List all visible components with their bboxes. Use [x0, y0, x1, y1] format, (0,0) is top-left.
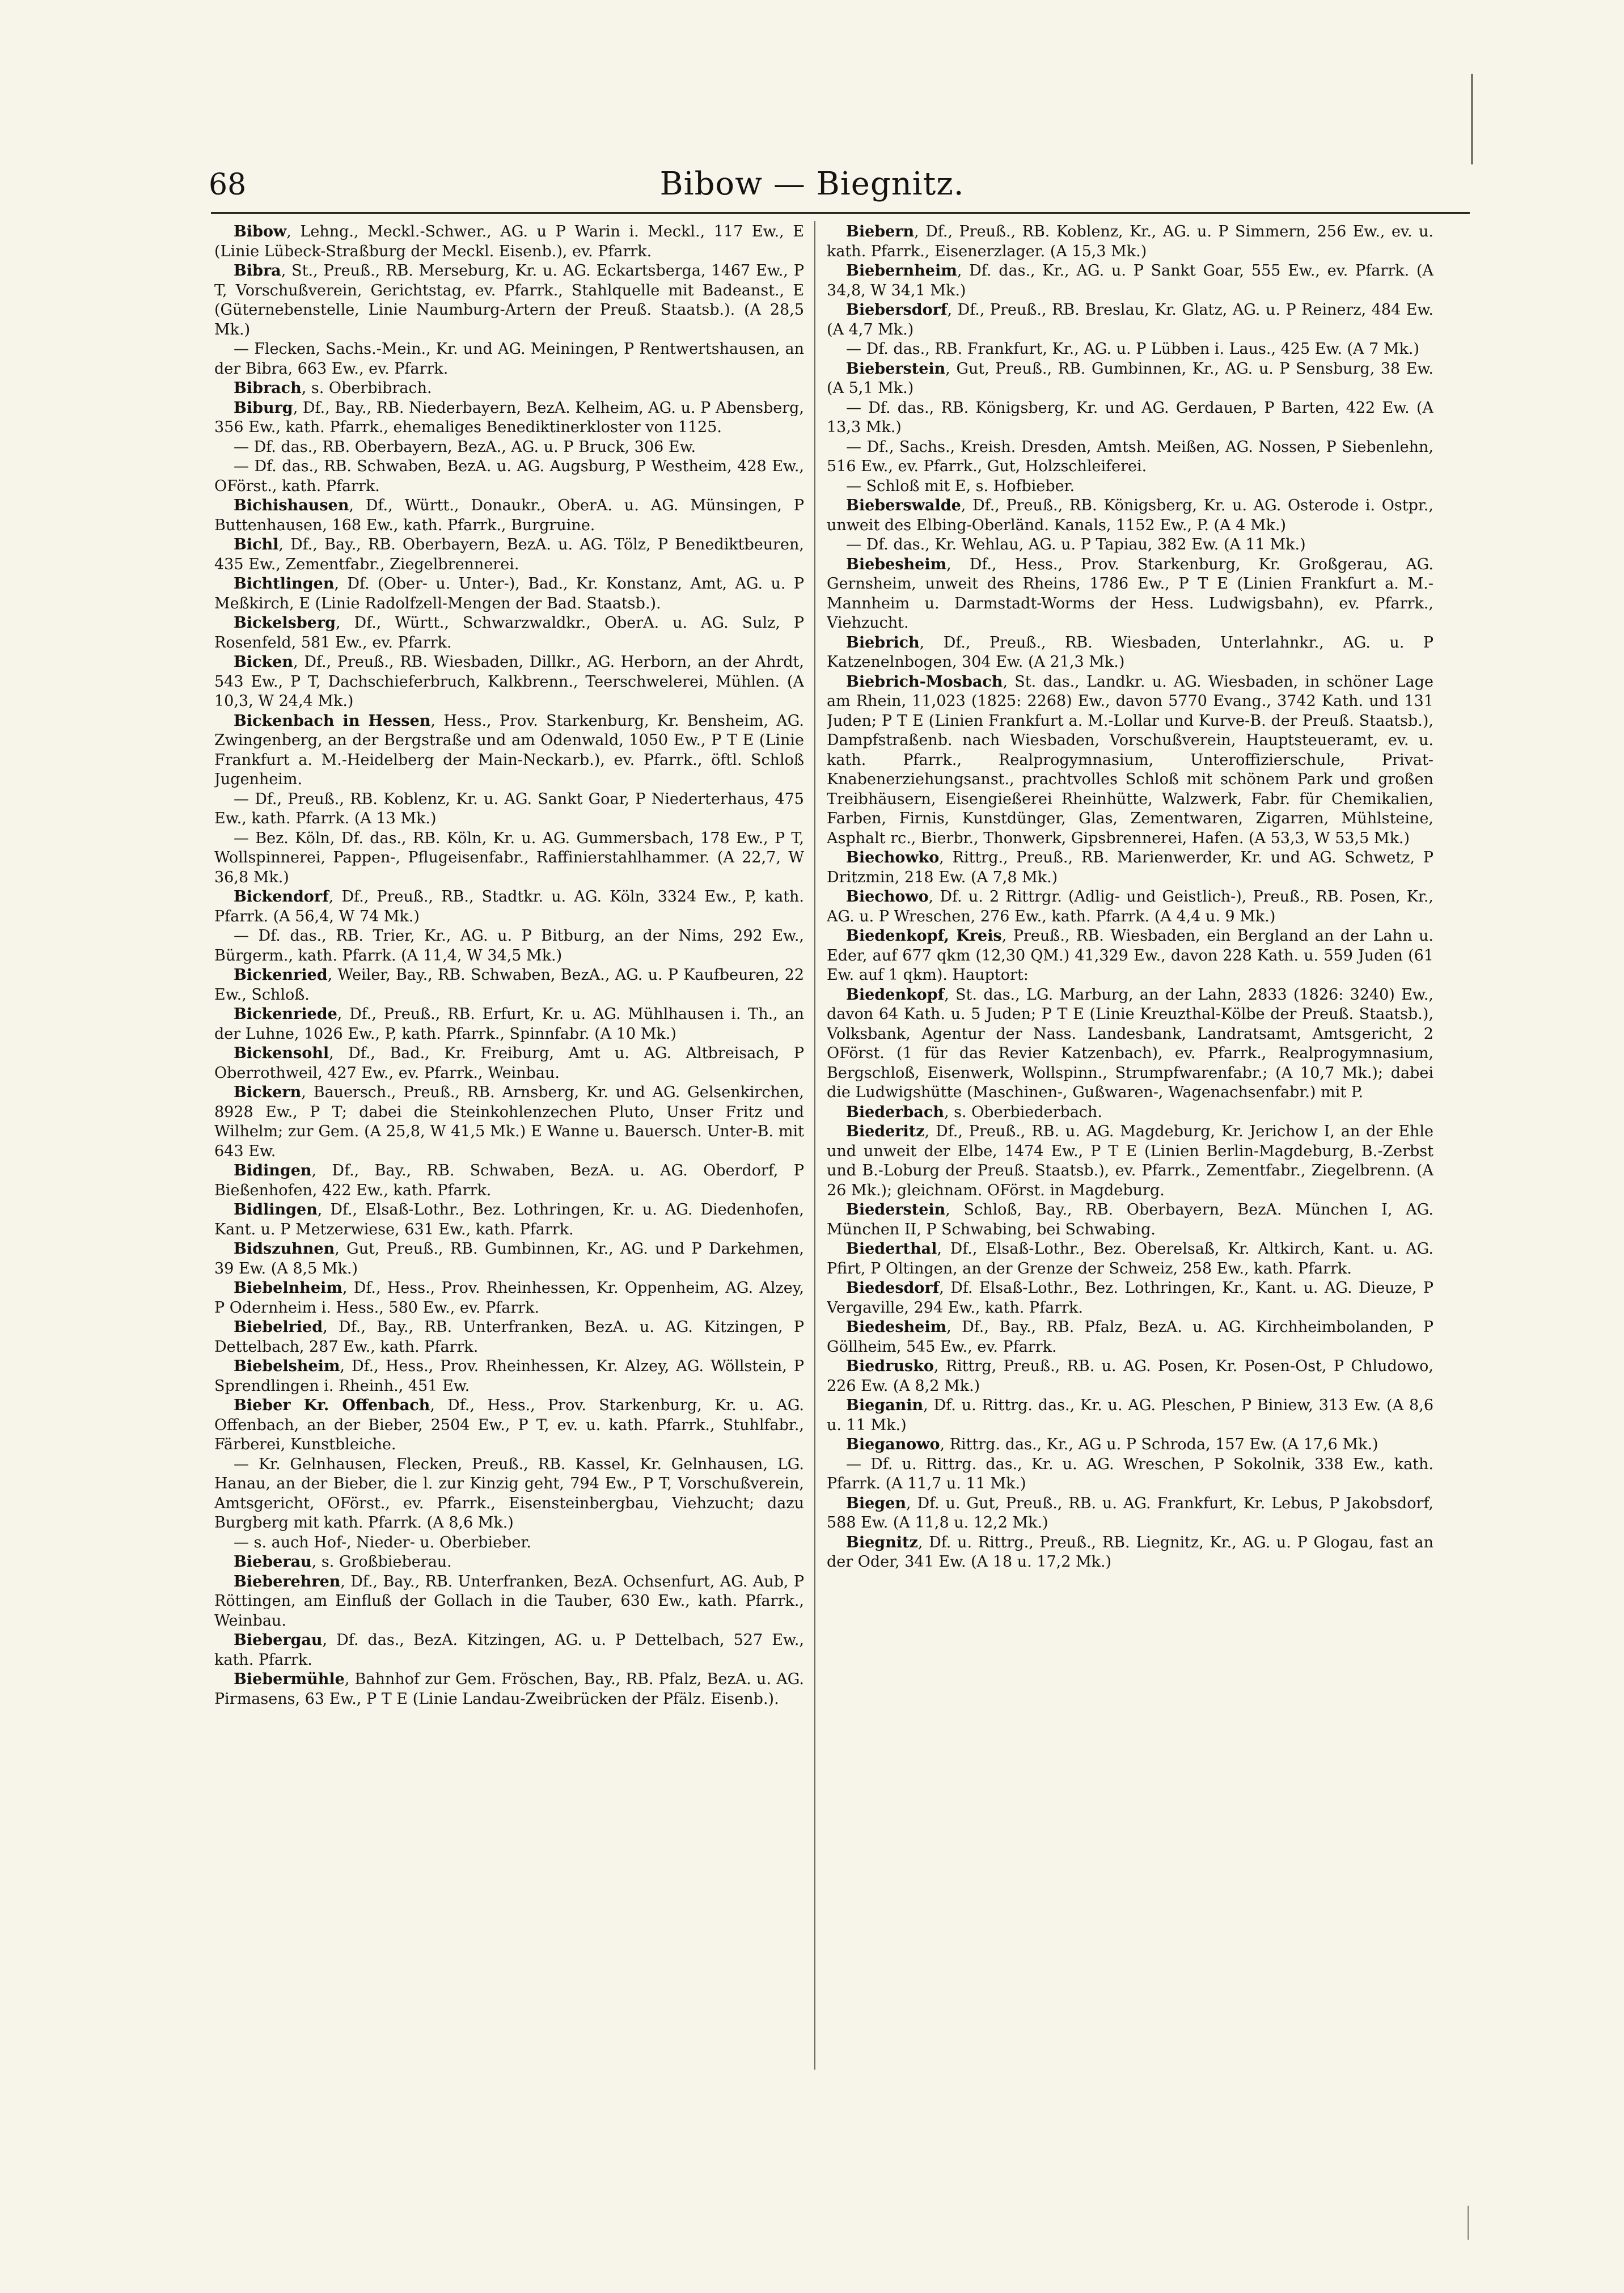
- gazetteer-entry: [214, 222, 804, 261]
- entry-text: , s. Oberbiederbach.: [944, 1103, 1103, 1121]
- entry-text: , Df., Preuß., RB. Königsberg, Kr. u. AG. Osterode i. Ostpr., unweit des Elbing-Oberländ. Kanals, 1152 Ew., P. (A 4 Mk.): [827, 497, 1433, 534]
- gazetteer-entry: [214, 614, 804, 653]
- gazetteer-entry: [214, 1200, 804, 1239]
- entry-text: — Df. das., RB. Frankfurt, Kr., AG. u. P Lübben i. Laus., 425 Ew. (A 7 Mk.): [846, 340, 1420, 358]
- entry-text: — Bez. Köln, Df. das., RB. Köln, Kr. u. AG. Gummersbach, 178 Ew., P T, Wollspinnerei, Pappen-, Pflugeisenfabr., Raffinierstahlhammer. (A 22,7, W 36,8 Mk.): [214, 829, 804, 886]
- entry-text: , Schloß, Bay., RB. Oberbayern, BezA. München I, AG. München II, P Schwabing, bei Schwabing.: [827, 1201, 1433, 1238]
- entry-headword: Biburg: [234, 399, 293, 417]
- entry-headword: Bibrach: [234, 379, 302, 397]
- gazetteer-entry: [214, 1239, 804, 1279]
- entry-headword: Biedenkopf, Kreis: [846, 927, 1002, 945]
- entry-headword: Bickenried: [234, 966, 328, 984]
- entry-headword: Bibow: [234, 223, 287, 240]
- entry-text: , Df., Württ., Schwarzwaldkr., OberA. u. AG. Sulz, P Rosenfeld, 581 Ew., ev. Pfarrk.: [214, 614, 804, 651]
- entry-text: — Df. das., Kr. Wehlau, AG. u. P Tapiau, 382 Ew. (A 11 Mk.): [846, 536, 1306, 553]
- entry-headword: Bickensohl: [234, 1044, 329, 1062]
- scan-edge-mark: [1471, 74, 1473, 164]
- gazetteer-entry: [827, 535, 1433, 555]
- entry-text: — Df. das., RB. Trier, Kr., AG. u. P Bitburg, an der Nims, 292 Ew., Bürgerm., kath. Pfarrk. (A 11,4, W 34,5 Mk.): [214, 927, 804, 964]
- entry-text: , Df. u. 2 Rittrgr. (Adlig- und Geistlich-), Preuß., RB. Posen, Kr., AG. u. P Wreschen, 276 Ew., kath. Pfarrk. (A 4,4 u. 9 Mk.): [827, 888, 1433, 925]
- entry-headword: Bidlingen: [234, 1201, 318, 1219]
- entry-text: — Df., Preuß., RB. Koblenz, Kr. u. AG. Sankt Goar, P Niederterhaus, 475 Ew., kath. Pfarrk. (A 13 Mk.): [214, 790, 804, 827]
- entry-text: , St., Preuß., RB. Merseburg, Kr. u. AG. Eckartsberga, 1467 Ew., P T, Vorschußverein, Gerichtstag, ev. Pfarrk., Stahlquelle mit Badeanst., E (Güternebenstelle, Linie Naumburg-Artern der Preuß. Staatsb.). (A 28,5 Mk.): [214, 262, 804, 339]
- running-head: Bibow — Biegnitz.: [659, 166, 965, 202]
- gazetteer-entry: [827, 477, 1433, 497]
- gazetteer-entry: [214, 340, 804, 379]
- gazetteer-entry: [827, 672, 1433, 849]
- entry-headword: Bichishausen: [234, 497, 349, 514]
- entry-headword: Bibra: [234, 262, 281, 280]
- entry-headword: Biebrich-Mosbach: [846, 672, 1003, 691]
- entry-headword: Bidingen: [234, 1162, 312, 1179]
- entry-text: , Df., Hess., Prov. Starkenburg, Kr. u. AG. Offenbach, an der Bieber, 2504 Ew., P T, ev. u. kath. Pfarrk., Stuhlfabr., Färberei, Kunstbleiche.: [214, 1397, 804, 1453]
- gazetteer-entry: [827, 985, 1433, 1103]
- gazetteer-entry: [827, 1318, 1433, 1357]
- entry-text: , Df., Preuß., RB. Wiesbaden, Dillkr., AG. Herborn, an der Ahrdt, 543 Ew., P T, Dachschieferbruch, Kalkbrenn., Teerschwelerei, Mühlen. (A 10,3, W 24,4 Mk.): [214, 653, 804, 710]
- entry-headword: Bickelsberg: [234, 614, 336, 632]
- gazetteer-entry: [214, 712, 804, 790]
- gazetteer-entry: [827, 1455, 1433, 1494]
- entry-text: — Df. das., RB. Oberbayern, BezA., AG. u. P Bruck, 306 Ew.: [234, 438, 696, 456]
- entry-text: — Df., Sachs., Kreish. Dresden, Amtsh. Meißen, AG. Nossen, P Siebenlehn, 516 Ew., ev. Pfarrk., Gut, Holzschleiferei.: [827, 438, 1433, 475]
- entry-text: , Df. u. Rittrg. das., Kr. u. AG. Pleschen, P Biniew, 313 Ew. (A 8,6 u. 11 Mk.): [827, 1397, 1433, 1434]
- gazetteer-entry: [214, 438, 804, 458]
- entry-text: — Flecken, Sachs.-Mein., Kr. und AG. Meiningen, P Rentwertshausen, an der Bibra, 663 Ew., ev. Pfarrk.: [214, 340, 804, 378]
- gazetteer-entry: [214, 1572, 804, 1631]
- entry-text: , Df., Bay., RB. Niederbayern, BezA. Kelheim, AG. u. P Abensberg, 356 Ew., kath. Pfarrk., ehemaliges Benediktinerkloster von 1125.: [214, 399, 804, 436]
- gazetteer-entry: [214, 399, 804, 438]
- gazetteer-entry: [214, 829, 804, 888]
- entry-text: , Df., Hess., Prov. Rheinhessen, Kr. Oppenheim, AG. Alzey, P Odernheim i. Hess., 580 Ew., ev. Pfarrk.: [214, 1279, 804, 1317]
- entry-headword: Bickendorf: [234, 888, 329, 906]
- gazetteer-entry: [827, 1279, 1433, 1318]
- entry-text: , Rittrg, Preuß., RB. u. AG. Posen, Kr. Posen-Ost, P Chludowo, 226 Ew. (A 8,2 Mk.): [827, 1357, 1433, 1395]
- entry-text: , Df., Bad., Kr. Freiburg, Amt u. AG. Altbreisach, P Oberrothweil, 427 Ew., ev. Pfarrk., Weinbau.: [214, 1044, 804, 1082]
- scan-edge-mark: [1467, 2206, 1469, 2240]
- gazetteer-entry: [214, 535, 804, 574]
- gazetteer-entry: [214, 1318, 804, 1357]
- gazetteer-entry: [827, 555, 1433, 633]
- gazetteer-entry: [827, 1533, 1433, 1572]
- entry-headword: Bichl: [234, 536, 279, 553]
- gazetteer-entry: [214, 379, 804, 399]
- entry-headword: Bickenbach in Hessen: [234, 712, 431, 730]
- left-column: [214, 222, 804, 2093]
- entry-text: — Df. u. Rittrg. das., Kr. u. AG. Wreschen, P Sokolnik, 338 Ew., kath. Pfarrk. (A 11,7 u. 11 Mk.): [827, 1455, 1433, 1492]
- entry-text: , Df. das., Kr., AG. u. P Sankt Goar, 555 Ew., ev. Pfarrk. (A 34,8, W 34,1 Mk.): [827, 262, 1433, 299]
- gazetteer-entry: [214, 1161, 804, 1200]
- entry-headword: Biebern: [846, 223, 915, 240]
- entry-headword: Biebelried: [234, 1318, 323, 1336]
- entry-headword: Biederstein: [846, 1201, 946, 1219]
- entry-headword: Biebersdorf: [846, 301, 948, 319]
- gazetteer-entry: [214, 1455, 804, 1533]
- entry-headword: Biegen: [846, 1494, 906, 1512]
- entry-text: , Df., Preuß., RB., Stadtkr. u. AG. Köln, 3324 Ew., P, kath. Pfarrk. (A 56,4, W 74 Mk.): [214, 888, 804, 925]
- header-rule: [211, 212, 1470, 214]
- entry-headword: Bicken: [234, 653, 294, 671]
- gazetteer-entry: [214, 1357, 804, 1396]
- gazetteer-entry: [827, 887, 1433, 926]
- gazetteer-entry: [827, 1357, 1433, 1396]
- entry-text: , Gut, Preuß., RB. Gumbinnen, Kr., AG. u. P Sensburg, 38 Ew. (A 5,1 Mk.): [827, 359, 1433, 397]
- right-column: [827, 222, 1433, 2093]
- entry-text: , Df., Hess., Prov. Starkenburg, Kr. Großgerau, AG. Gernsheim, unweit des Rheins, 1786 Ew., P T E (Linien Frankfurt a. M.-Mannheim u. Darmstadt-Worms der Hess. Ludwigsbahn), ev. Pfarrk., Viehzucht.: [827, 555, 1433, 632]
- gazetteer-entry: [214, 1396, 804, 1455]
- entry-text: , Df., Bay., RB. Oberbayern, BezA. u. AG. Tölz, P Benediktbeuren, 435 Ew., Zementfabr., Ziegelbrennerei.: [214, 536, 804, 573]
- entry-text: , Df., Preuß., RB. Breslau, Kr. Glatz, AG. u. P Reinerz, 484 Ew. (A 4,7 Mk.): [827, 301, 1433, 339]
- gazetteer-entry: [827, 496, 1433, 535]
- gazetteer-entry: [214, 1631, 804, 1670]
- entry-text: , Df. u. Rittrg., Preuß., RB. Liegnitz, Kr., AG. u. P Glogau, fast an der Oder, 341 Ew. (A 18 u. 17,2 Mk.): [827, 1533, 1433, 1571]
- entry-headword: Biedrusko: [846, 1357, 934, 1375]
- entry-headword: Biebernheim: [846, 262, 957, 280]
- gazetteer-entry: [827, 848, 1433, 887]
- gazetteer-entry: [214, 496, 804, 535]
- entry-text: , Df. das., BezA. Kitzingen, AG. u. P Dettelbach, 527 Ew., kath. Pfarrk.: [214, 1631, 804, 1669]
- entry-headword: Biechowo: [846, 888, 929, 906]
- entry-headword: Bieberswalde: [846, 497, 961, 514]
- entry-headword: Biebrich: [846, 633, 920, 651]
- gazetteer-entry: [827, 1200, 1433, 1239]
- entry-text: , Df., Preuß., RB. Wiesbaden, Unterlahnkr., AG. u. P Katzenelnbogen, 304 Ew. (A 21,3 Mk.): [827, 633, 1433, 671]
- gazetteer-entry: [827, 1122, 1433, 1200]
- entry-headword: Biedenkopf: [846, 985, 945, 1004]
- entry-text: , Df., Bay., RB. Pfalz, BezA. u. AG. Kirchheimbolanden, P Göllheim, 545 Ew., ev. Pfarrk.: [827, 1318, 1433, 1356]
- entry-headword: Bieberstein: [846, 359, 946, 378]
- entry-text: , Df., Elsaß-Lothr., Bez. Oberelsaß, Kr. Altkirch, Kant. u. AG. Pfirt, P Oltingen, an der Grenze der Schweiz, 258 Ew., kath. Pfarrk.: [827, 1240, 1433, 1277]
- gazetteer-entry: [827, 222, 1433, 261]
- entry-text: , Gut, Preuß., RB. Gumbinnen, Kr., AG. und P Darkehmen, 39 Ew. (A 8,5 Mk.): [214, 1240, 804, 1277]
- entry-text: , Rittrg. das., Kr., AG u. P Schroda, 157 Ew. (A 17,6 Mk.): [940, 1436, 1378, 1453]
- entry-text: , Lehng., Meckl.-Schwer., AG. u P Warin i. Meckl., 117 Ew., E (Linie Lübeck-Straßburg der Meckl. Eisenb.), ev. Pfarrk.: [214, 223, 804, 260]
- entry-headword: Biebelnheim: [234, 1279, 342, 1297]
- gazetteer-entry: [827, 1103, 1433, 1123]
- entry-text: , Df., Bay., RB. Schwaben, BezA. u. AG. Oberdorf, P Bießenhofen, 422 Ew., kath. Pfarrk.: [214, 1162, 804, 1199]
- gazetteer-entry: [214, 1279, 804, 1318]
- entry-text: , Df., Hess., Prov. Rheinhessen, Kr. Alzey, AG. Wöllstein, P Sprendlingen i. Rheinh., 451 Ew.: [214, 1357, 804, 1395]
- gazetteer-entry: [214, 1670, 804, 1709]
- gazetteer-entry: [827, 1396, 1433, 1435]
- entry-headword: Biedesdorf: [846, 1279, 940, 1297]
- column-divider: [814, 221, 815, 2070]
- entry-text: , Bahnhof zur Gem. Fröschen, Bay., RB. Pfalz, BezA. u. AG. Pirmasens, 63 Ew., P T E (Linie Landau-Zweibrücken der Pfälz. Eisenb.).: [214, 1670, 804, 1708]
- gazetteer-entry: [214, 457, 804, 496]
- entry-headword: Bieberehren: [234, 1572, 341, 1590]
- entry-headword: Biechowko: [846, 849, 940, 866]
- entry-headword: Bickenriede: [234, 1005, 337, 1023]
- gazetteer-entry: [214, 887, 804, 926]
- entry-text: , Df., Preuß., RB. u. AG. Magdeburg, Kr. Jerichow I, an der Ehle und unweit der Elbe, 1474 Ew., P T E (Linien Berlin-Magdeburg, B.-Zerbst und B.-Loburg der Preuß. Staatsb.), ev. Pfarrk., Zementfabr., Ziegelbrenn. (A 26 Mk.); gleichnam. OFörst. in Magdeburg.: [827, 1123, 1433, 1199]
- gazetteer-entry: [214, 653, 804, 712]
- gazetteer-entry: [827, 1494, 1433, 1533]
- gazetteer-entry: [827, 1239, 1433, 1279]
- gazetteer-entry: [827, 359, 1433, 399]
- entry-headword: Biebermühle: [234, 1670, 345, 1688]
- gazetteer-entry: [827, 633, 1433, 672]
- entry-text: , Df., Württ., Donaukr., OberA. u. AG. Münsingen, P Buttenhausen, 168 Ew., kath. Pfarrk., Burgruine.: [214, 497, 804, 534]
- entry-headword: Biebelsheim: [234, 1357, 340, 1375]
- entry-text: , Df. Elsaß-Lothr., Bez. Lothringen, Kr., Kant. u. AG. Dieuze, P Vergaville, 294 Ew., kath. Pfarrk.: [827, 1279, 1433, 1317]
- gazetteer-entry: [827, 340, 1433, 359]
- gazetteer-entry: [827, 926, 1433, 985]
- entry-text: — Kr. Gelnhausen, Flecken, Preuß., RB. Kassel, Kr. Gelnhausen, LG. Hanau, an der Bieber, die l. zur Kinzig geht, 794 Ew., P T, Vorschußverein, Amtsgericht, OFörst., ev. Pfarrk., Eisensteinbergbau, Viehzucht; dazu Burgberg mit kath. Pfarrk. (A 8,6 Mk.): [214, 1455, 804, 1532]
- entry-headword: Biederthal: [846, 1240, 937, 1258]
- gazetteer-entry: [827, 261, 1433, 301]
- gazetteer-entry: [214, 966, 804, 1005]
- entry-text: — Schloß mit E, s. Hofbieber.: [846, 477, 1075, 495]
- gazetteer-entry: [214, 790, 804, 829]
- entry-text: , Df., Preuß., RB. Koblenz, Kr., AG. u. P Simmern, 256 Ew., ev. u. kath. Pfarrk., Eisenerzlager. (A 15,3 Mk.): [827, 223, 1433, 260]
- entry-text: , Df. u. Gut, Preuß., RB. u. AG. Frankfurt, Kr. Lebus, P Jakobsdorf, 588 Ew. (A 11,8 u. 12,2 Mk.): [827, 1494, 1433, 1532]
- gazetteer-entry: [214, 1083, 804, 1161]
- entry-headword: Bidszuhnen: [234, 1240, 335, 1258]
- gazetteer-entry: [214, 1044, 804, 1083]
- entry-headword: Bieber Kr. Offenbach: [234, 1397, 430, 1414]
- gazetteer-entry: [827, 301, 1433, 340]
- entry-headword: Bichtlingen: [234, 575, 335, 593]
- entry-text: , Rittrg., Preuß., RB. Marienwerder, Kr. und AG. Schwetz, P Dritzmin, 218 Ew. (A 7,8 Mk.): [827, 849, 1433, 886]
- entry-text: , St. das., Landkr. u. AG. Wiesbaden, in schöner Lage am Rhein, 11,023 (1825: 2268) Ew., davon 5770 Evang., 3742 Kath. und 131 Juden; P T E (Linien Frankfurt a. M.-Lollar und Kurve-B. der Preuß. Staatsb.), Dampfstraßenb. nach Wiesbaden, Vorschußverein, Hauptsteueramt, ev. u. kath. Pfarrk., Realprogymnasium, Unteroffizierschule, Privat-Knabenerziehungsanst., prachtvolles Schloß mit schönem Park und großen Treibhäusern, Eisengießerei Rheinhütte, Walzwerk, Fabr. für Chemikalien, Farben, Firnis, Kunstdünger, Glas, Zementwaren, Zigarren, Mühlsteine, Asphalt rc., Bierbr., Thonwerk, Gipsbrennerei, Hafen. (A 53,3, W 53,5 Mk.): [827, 672, 1433, 847]
- page-number: 68: [209, 168, 247, 202]
- gazetteer-entry: [214, 926, 804, 966]
- entry-text: — Df. das., RB. Schwaben, BezA. u. AG. Augsburg, P Westheim, 428 Ew., OFörst., kath. Pfarrk.: [214, 458, 804, 495]
- entry-text: , Df. (Ober- u. Unter-), Bad., Kr. Konstanz, Amt, AG. u. P Meßkirch, E (Linie Radolfzell-Mengen der Bad. Staatsb.).: [214, 575, 804, 612]
- entry-headword: Bieganin: [846, 1397, 924, 1414]
- entry-headword: Biederitz: [846, 1123, 925, 1140]
- gazetteer-entry: [214, 261, 804, 340]
- gazetteer-entry: [827, 1435, 1433, 1455]
- gazetteer-entry: [214, 574, 804, 614]
- entry-text: , Weiler, Bay., RB. Schwaben, BezA., AG. u. P Kaufbeuren, 22 Ew., Schloß.: [214, 966, 804, 1004]
- entry-text: , s. Oberbibrach.: [301, 379, 432, 397]
- entry-text: , Hess., Prov. Starkenburg, Kr. Bensheim, AG. Zwingenberg, an der Bergstraße und am Odenwald, 1050 Ew., P T E (Linie Frankfurt a. M.-Heidelberg der Main-Neckarb.), ev. Pfarrk., öftl. Schloß Jugenheim.: [214, 712, 804, 788]
- entry-headword: Bieganowo: [846, 1436, 940, 1453]
- gazetteer-entry: [214, 1552, 804, 1572]
- entry-headword: Bieberau: [234, 1553, 312, 1571]
- gazetteer-entry: [827, 438, 1433, 477]
- entry-headword: Biegnitz: [846, 1533, 918, 1551]
- gazetteer-entry: [827, 399, 1433, 438]
- entry-headword: Biedesheim: [846, 1318, 947, 1336]
- entry-headword: Bickern: [234, 1084, 302, 1101]
- gazetteer-entry: [214, 1005, 804, 1044]
- entry-text: , Df., Preuß., RB. Erfurt, Kr. u. AG. Mühlhausen i. Th., an der Luhne, 1026 Ew., P, kath. Pfarrk., Spinnfabr. (A 10 Mk.): [214, 1005, 804, 1043]
- entry-text: , St. das., LG. Marburg, an der Lahn, 2833 (1826: 3240) Ew., davon 64 Kath. u. 5 Juden; P T E (Linie Kreuzthal-Kölbe der Preuß. Staatsb.), Volksbank, Agentur der Nass. Landesbank, Landratsamt, Amtsgericht, 2 OFörst. (1 für das Revier Katzenbach), ev. Pfarrk., Realprogymnasium, Bergschloß, Eisenwerk, Wollspinn., Strumpfwarenfabr.; (A 10,7 Mk.); dabei die Ludwigshütte (Maschinen-, Gußwaren-, Wagenachsenfabr.) mit P.: [827, 985, 1433, 1101]
- entry-text: , Df., Bay., RB. Unterfranken, BezA. u. AG. Kitzingen, P Dettelbach, 287 Ew., kath. Pfarrk.: [214, 1318, 804, 1356]
- entry-headword: Biebergau: [234, 1631, 323, 1649]
- entry-text: , Df., Elsaß-Lothr., Bez. Lothringen, Kr. u. AG. Diedenhofen, Kant. u. P Metzerwiese, 631 Ew., kath. Pfarrk.: [214, 1201, 804, 1238]
- entry-text: , Df., Bay., RB. Unterfranken, BezA. Ochsenfurt, AG. Aub, P Röttingen, am Einfluß der Gollach in die Tauber, 630 Ew., kath. Pfarrk., Weinbau.: [214, 1572, 804, 1630]
- entry-headword: Biebesheim: [846, 555, 947, 573]
- entry-text: — s. auch Hof-, Nieder- u. Oberbieber.: [234, 1533, 531, 1551]
- entry-text: , s. Großbieberau.: [311, 1553, 452, 1571]
- entry-headword: Biederbach: [846, 1103, 944, 1121]
- gazetteer-entry: [214, 1533, 804, 1553]
- entry-text: — Df. das., RB. Königsberg, Kr. und AG. Gerdauen, P Barten, 422 Ew. (A 13,3 Mk.): [827, 399, 1433, 436]
- entry-text: , Bauersch., Preuß., RB. Arnsberg, Kr. und AG. Gelsenkirchen, 8928 Ew., P T; dabei die Steinkohlenzechen Pluto, Unser Fritz und Wilhelm; zur Gem. (A 25,8, W 41,5 Mk.) E Wanne u. Bauersch. Unter-B. mit 643 Ew.: [214, 1084, 804, 1160]
- entry-text: , Preuß., RB. Wiesbaden, ein Bergland an der Lahn u. Eder, auf 677 qkm (12,30 QM.) 41,329 Ew., davon 228 Kath. u. 559 Juden (61 Ew. auf 1 qkm). Hauptort:: [827, 927, 1433, 984]
